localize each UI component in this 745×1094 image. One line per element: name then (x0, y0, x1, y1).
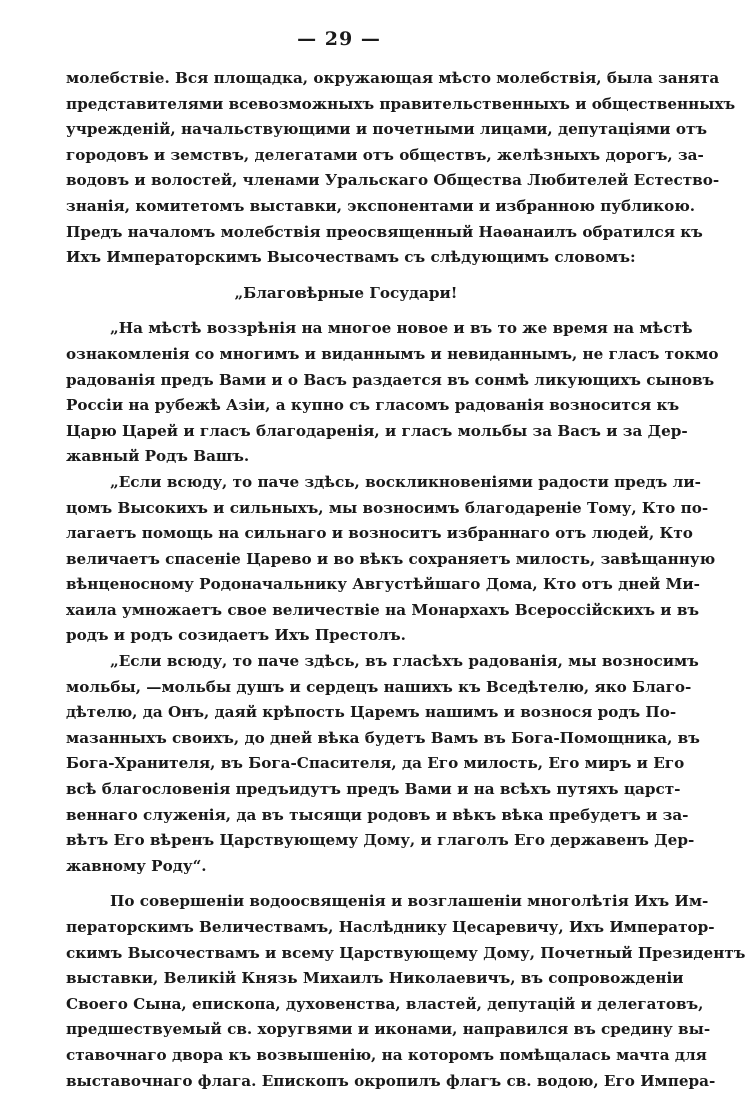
text-line: всѣ благословенія предъидутъ предъ Вами и на всѣхъ путяхъ царст- (66, 780, 681, 799)
text-line: мольбы, —мольбы душъ и сердецъ нашихъ къ Вседѣтелю, яко Благо- (66, 677, 692, 696)
text-line: веннаго служенія, да въ тысящи родовъ и вѣкъ вѣка пребудетъ и за- (66, 805, 689, 824)
text-line: цомъ Высокихъ и сильныхъ, мы возносимъ благодареніе Тому, Кто по- (66, 498, 709, 517)
text-line: Предъ началомъ молебствія преосвященный Наѳанаилъ обратился къ (66, 222, 703, 241)
text-line: дѣтелю, да Онъ, даяй крѣпость Царемъ нашимъ и вознося родъ По- (66, 703, 677, 722)
text-line: хаила умножаетъ свое величествіе на Монархахъ Всероссійскихъ и въ (66, 600, 700, 619)
text-line: Россіи на рубежѣ Азіи, а купно съ гласомъ радованія возносится къ (66, 396, 680, 415)
text-line: ознакомленія со многимъ и виданнымъ и невиданнымъ, не гласъ токмо (66, 344, 719, 363)
paragraph (66, 649, 700, 879)
text-line: величаетъ спасеніе Царево и во вѣкъ сохраняетъ милость, завѣщанную (66, 549, 716, 568)
text-line: „Благовѣрные Государи! (234, 283, 458, 302)
text-line: Своего Сына, епископа, духовенства, властей, депутацій и делегатовъ, (66, 994, 704, 1013)
text-line: скимъ Высочествамъ и всему Царствующему Дому, Почетный Президентъ (66, 943, 745, 962)
paragraph-gap (66, 306, 626, 316)
text-line: родъ и родъ созидаетъ Ихъ Престолъ. (66, 626, 406, 645)
text-line: По совершеніи водоосвященія и возглашеніи многолѣтія Ихъ Им- (110, 892, 709, 911)
text-line: выставки, Великій Князь Михаилъ Николаевичъ, въ сопровожденіи (66, 969, 684, 988)
text-line: учрежденій, начальствующими и почетными лицами, депутаціями отъ (66, 120, 708, 139)
page-number: — 29 — (297, 28, 381, 50)
text-line: водовъ и волостей, членами Уральскаго Общества Любителей Естество- (66, 171, 720, 190)
text-line: ставочнаго двора къ возвышенію, на которомъ помѣщалась мачта для (66, 1045, 707, 1064)
text-line: выставочнаго флага. Епископъ окропилъ флагъ св. водою, Его Импера- (66, 1071, 716, 1090)
paragraph (66, 281, 626, 307)
paragraph (66, 66, 736, 271)
text-line: Царю Царей и гласъ благодаренія, и гласъ мольбы за Васъ и за Дер- (66, 421, 688, 440)
text-line: мазанныхъ своихъ, до дней вѣка будетъ Вамъ въ Бога-Помощника, въ (66, 728, 700, 747)
paragraph (66, 316, 719, 470)
text-line: радованія предъ Вами и о Васъ раздается въ сонмѣ ликующихъ сыновъ (66, 370, 715, 389)
text-line: жавный Родъ Вашъ. (66, 447, 250, 466)
text-line: жавному Роду“. (66, 856, 207, 875)
text-line: лагаетъ помощь на сильнаго и возноситъ избраннаго отъ людей, Кто (66, 524, 693, 543)
text-line: знанія, комитетомъ выставки, экспонентами и избранною публикою. (66, 196, 696, 215)
text-line: предшествуемый св. хоругвями и иконами, направился въ средину вы- (66, 1020, 711, 1039)
text-line: молебствіе. Вся площадка, окружающая мѣсто молебствія, была занята (66, 69, 720, 87)
paragraph (66, 889, 745, 1094)
text-line: „На мѣстѣ воззрѣнія на многое новое и въ то же время на мѣстѣ (110, 319, 693, 338)
text-line: городовъ и земствъ, делегатами отъ обществъ, желѣзныхъ дорогъ, за- (66, 145, 704, 164)
text-line: Ихъ Императорскимъ Высочествамъ съ слѣдующимъ словомъ: (66, 248, 636, 267)
text-line: „Если всюду, то паче здѣсь, въ гласѣхъ радованія, мы возносимъ (110, 652, 699, 671)
paragraph (66, 470, 716, 649)
text-line: вѣтъ Его вѣренъ Царствующему Дому, и глаголъ Его державенъ Дер- (66, 831, 695, 850)
text-line: вѣнценосному Родоначальнику Августѣйшаго Дома, Кто отъ дней Ми- (66, 575, 700, 594)
text-line: „Если всюду, то паче здѣсь, воскликновеніями радости предъ ли- (110, 472, 701, 491)
text-line: ператорскимъ Величествамъ, Наслѣднику Цесаревичу, Ихъ Император- (66, 918, 715, 936)
paragraph-gap (66, 271, 626, 281)
text-line: Бога-Хранителя, въ Бога-Спасителя, да Его милость, Его миръ и Его (66, 754, 685, 773)
text-line: представителями всевозможныхъ правительственныхъ и общественныхъ (66, 94, 736, 113)
body-text (66, 66, 745, 1094)
paragraph-gap (66, 879, 626, 889)
